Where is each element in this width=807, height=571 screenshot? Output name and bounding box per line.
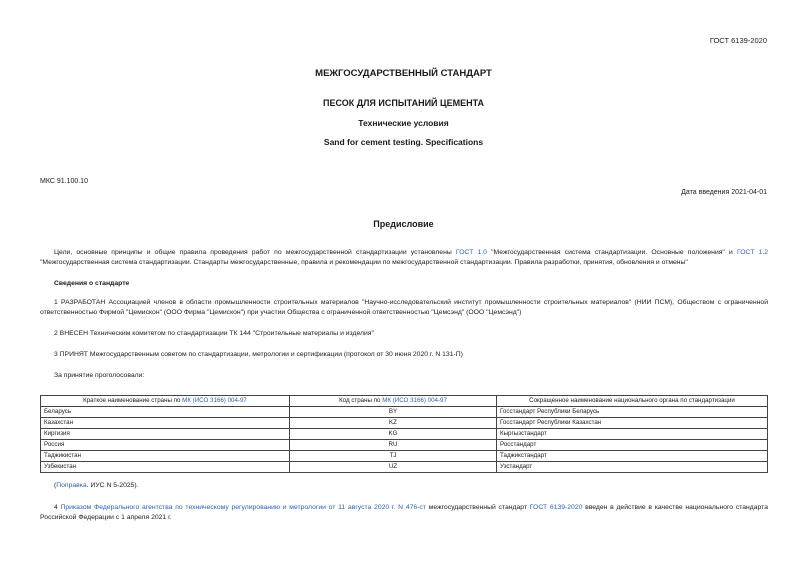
table-row bbox=[41, 407, 768, 418]
introduction-date: Дата введения 2021-04-01 bbox=[681, 189, 767, 196]
foreword-paragraph: Цели, основные принципы и общие правила проведения работ по межгосударственной стандартизации установлены ГОСТ 1.0 "Межгосударственная система стандартизации. Основные положения" и ГОСТ 1.2 "Межгосударственная система стандартизации. Стандарты межгосударственные, правила и рекомендации по межгосударственной стандартизации. Правила разработки, принятия, обновления и отмены" bbox=[40, 249, 769, 266]
country-cell: Киргизия bbox=[41, 429, 290, 440]
org-cell: Росстандарт bbox=[497, 440, 768, 451]
table-row bbox=[41, 418, 768, 429]
standard-subtitle: Технические условия bbox=[358, 118, 449, 128]
country-cell: Беларусь bbox=[41, 407, 290, 418]
col-org-header: Сокращенное наименование национального органа по стандартизации bbox=[497, 396, 768, 407]
country-cell: Россия bbox=[41, 440, 290, 451]
mk-iso-3166-link[interactable]: МК (ИСО 3166) 004-97 bbox=[182, 397, 247, 404]
amendment-link[interactable]: Поправка bbox=[56, 482, 87, 489]
countries-table bbox=[40, 395, 768, 473]
table-row bbox=[41, 440, 768, 451]
country-cell: Узбекистан bbox=[41, 462, 290, 473]
country-cell: Таджикистан bbox=[41, 451, 290, 462]
table-row bbox=[41, 451, 768, 462]
org-cell: Госстандарт Республики Беларусь bbox=[497, 407, 768, 418]
standard-name-title: ПЕСОК ДЛЯ ИСПЫТАНИЙ ЦЕМЕНТА bbox=[322, 98, 485, 108]
item-2-submitted: 2 ВНЕСЕН Техническим комитетом по стандартизации ТК 144 "Строительные материалы и изделия" bbox=[54, 330, 374, 337]
document-code: ГОСТ 6139-2020 bbox=[709, 36, 767, 45]
voted-label: За принятие проголосовали: bbox=[54, 372, 145, 379]
org-cell: Госстандарт Республики Казахстан bbox=[497, 418, 768, 429]
col-country-header: Краткое наименование страны по МК (ИСО 3166) 004-97 bbox=[41, 396, 290, 407]
standard-info-heading: Сведения о стандарте bbox=[54, 280, 130, 287]
item-3-adopted: 3 ПРИНЯТ Межгосударственным советом по стандартизации, метрологии и сертификации (протокол от 30 июня 2020 г. N 131-П) bbox=[54, 351, 463, 358]
mk-iso-3166-link[interactable]: МК (ИСО 3166) 004-97 bbox=[382, 397, 447, 404]
table-row bbox=[41, 429, 768, 440]
amendment-note: (Поправка. ИУС N 5-2025). bbox=[54, 482, 139, 489]
item-1-developed: 1 РАЗРАБОТАН Ассоциацией членов в области промышленности строительных материалов "Научно-исследовательский институт промышленности строительных материалов" (НИИ ПСМ), Обществом с ограниченной ответственностью Фирмой "Цемискон" (ООО Фирма "Цемискон") при участии Общества с ограниченной ответственностью "Цемсэнд" (ООО "Цемсэнд") bbox=[40, 299, 768, 316]
col-code-header: Код страны по МК (ИСО 3166) 004-97 bbox=[290, 396, 497, 407]
gost-6139-link[interactable]: ГОСТ 6139-2020 bbox=[529, 504, 583, 511]
code-cell: TJ bbox=[290, 451, 497, 462]
code-cell: UZ bbox=[290, 462, 497, 473]
gost-1-2-link[interactable]: ГОСТ 1.2 bbox=[736, 249, 769, 256]
table-header-row bbox=[41, 396, 768, 407]
mks-code: МКС 91.100.10 bbox=[40, 178, 88, 185]
org-cell: Узстандарт bbox=[497, 462, 768, 473]
org-cell: Кыргызстандарт bbox=[497, 429, 768, 440]
standard-type-title: МЕЖГОСУДАРСТВЕННЫЙ СТАНДАРТ bbox=[315, 68, 492, 79]
english-title: Sand for cement testing. Specifications bbox=[323, 137, 484, 147]
code-cell: KG bbox=[290, 429, 497, 440]
code-cell: BY bbox=[290, 407, 497, 418]
country-cell: Казахстан bbox=[41, 418, 290, 429]
code-cell: KZ bbox=[290, 418, 497, 429]
order-link[interactable]: Приказом Федерального агентства по техническому регулированию и метрологии от 11 августа 2020 г. N 476-ст bbox=[60, 504, 426, 511]
foreword-heading: Предисловие bbox=[373, 219, 434, 229]
gost-1-0-link[interactable]: ГОСТ 1.0 bbox=[455, 249, 487, 256]
table-row bbox=[41, 462, 768, 473]
item-4-enacted: 4 Приказом Федерального агентства по техническому регулированию и метрологии от 11 августа 2020 г. N 476-ст межгосударственный стандарт ГОСТ 6139-2020 введен в действие в качестве национального стандарта Российской Федерации с 1 апреля 2021 г. bbox=[40, 504, 768, 521]
org-cell: Таджикстандарт bbox=[497, 451, 768, 462]
code-cell: RU bbox=[290, 440, 497, 451]
